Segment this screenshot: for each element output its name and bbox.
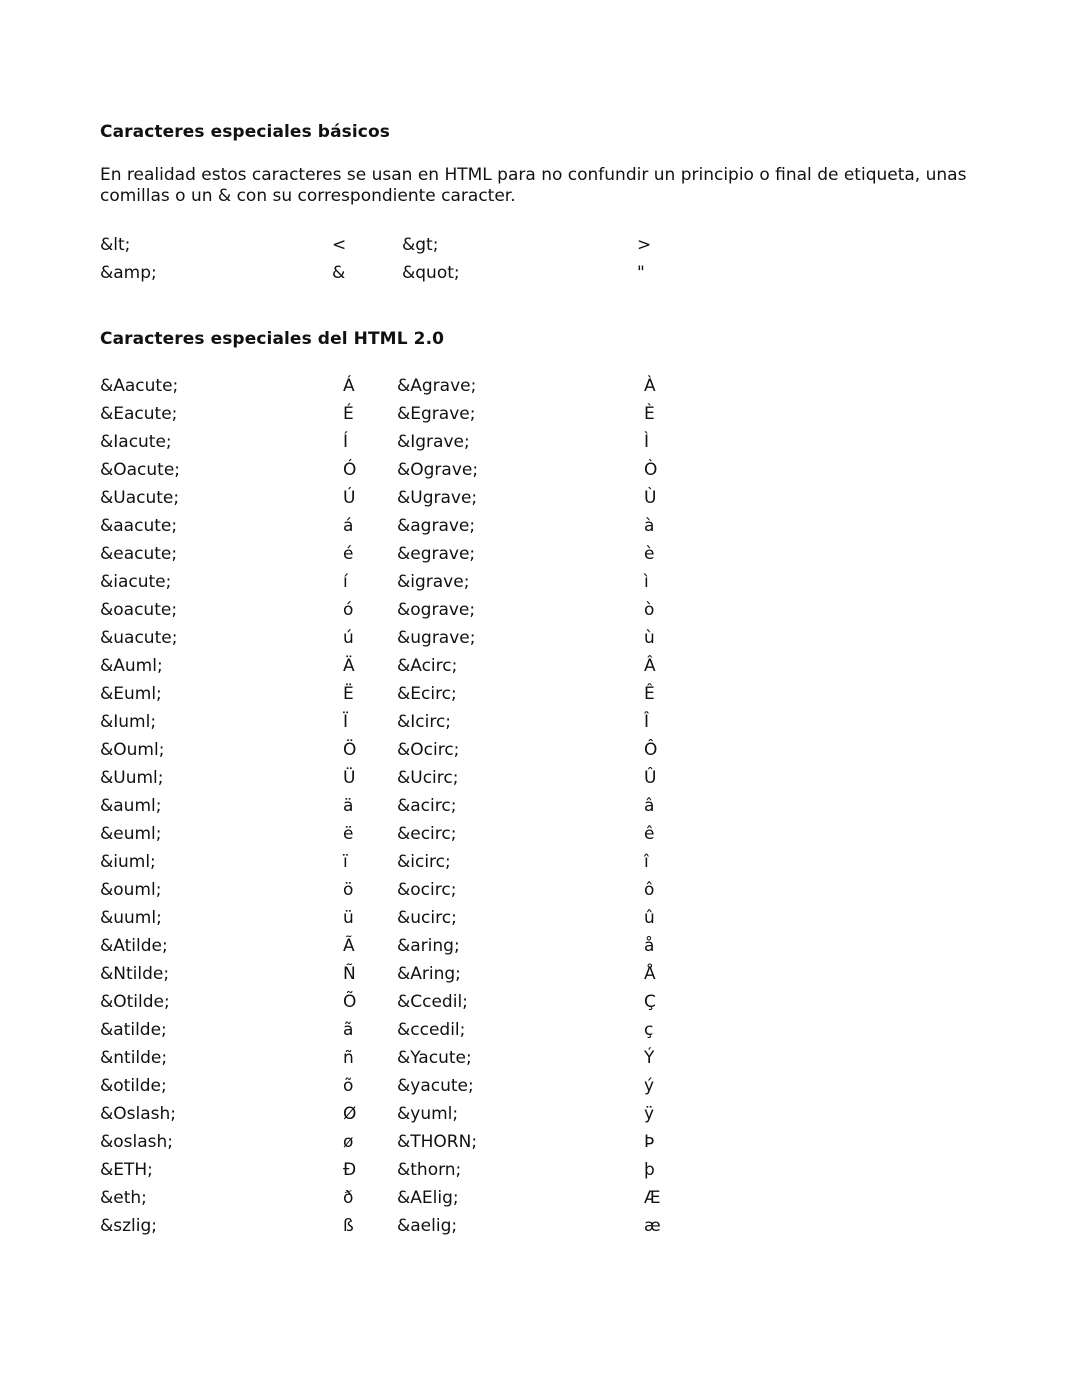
entity-char: î xyxy=(644,852,649,872)
entity-char: é xyxy=(343,544,354,564)
entity-char: þ xyxy=(644,1160,655,1180)
entity-char: Þ xyxy=(644,1132,655,1152)
entity-char: Î xyxy=(644,712,650,732)
entity-char: Æ xyxy=(644,1188,661,1208)
entity-code: &Eacute; xyxy=(100,404,178,424)
entity-char: ñ xyxy=(343,1048,354,1068)
entity-code: &amp; xyxy=(100,263,157,283)
entity-char: Í xyxy=(343,432,349,452)
entity-code: &acirc; xyxy=(397,796,457,816)
entity-char: Ý xyxy=(644,1048,655,1068)
entity-code: &ETH; xyxy=(100,1160,153,1180)
entity-code: &ntilde; xyxy=(100,1048,168,1068)
entity-char: ó xyxy=(343,600,354,620)
entity-char: ø xyxy=(343,1132,354,1152)
entity-char: Ç xyxy=(644,992,656,1012)
entity-char: Ù xyxy=(644,488,657,508)
entity-char: Û xyxy=(644,768,657,788)
entity-char: Õ xyxy=(343,992,357,1012)
entity-code: &aring; xyxy=(397,936,460,956)
entity-code: &Agrave; xyxy=(397,376,477,396)
entity-char: Â xyxy=(644,656,656,676)
entity-code: &icirc; xyxy=(397,852,451,872)
entity-code: &Ccedil; xyxy=(397,992,468,1012)
entity-code: &Yacute; xyxy=(397,1048,472,1068)
entity-code: &Ucirc; xyxy=(397,768,459,788)
entity-code: &Ouml; xyxy=(100,740,165,760)
entity-code: &egrave; xyxy=(397,544,476,564)
entity-char: > xyxy=(637,235,652,255)
entity-code: &Oacute; xyxy=(100,460,181,480)
entity-code: &eth; xyxy=(100,1188,147,1208)
entity-char: â xyxy=(644,796,655,816)
section-title-basic: Caracteres especiales básicos xyxy=(100,122,390,142)
entity-code: &ograve; xyxy=(397,600,476,620)
entity-code: &Egrave; xyxy=(397,404,476,424)
entity-code: &otilde; xyxy=(100,1076,167,1096)
entity-char: ç xyxy=(644,1020,654,1040)
entity-char: Ä xyxy=(343,656,355,676)
entity-char: ö xyxy=(343,880,354,900)
entity-code: &ccedil; xyxy=(397,1020,466,1040)
entity-char: Ò xyxy=(644,460,658,480)
entity-code: &uacute; xyxy=(100,628,178,648)
entity-char: ò xyxy=(644,600,655,620)
entity-code: &Uuml; xyxy=(100,768,164,788)
entity-code: &Oslash; xyxy=(100,1104,176,1124)
entity-code: &aelig; xyxy=(397,1216,458,1236)
entity-code: &ugrave; xyxy=(397,628,476,648)
entity-code: &gt; xyxy=(402,235,439,255)
entity-code: &euml; xyxy=(100,824,162,844)
entity-code: &oslash; xyxy=(100,1132,174,1152)
entity-code: &Euml; xyxy=(100,684,162,704)
entity-char: í xyxy=(343,572,348,592)
entity-char: Ú xyxy=(343,488,356,508)
entity-char: ý xyxy=(644,1076,655,1096)
entity-code: &Igrave; xyxy=(397,432,470,452)
entity-char: ë xyxy=(343,824,354,844)
entity-code: &Ugrave; xyxy=(397,488,478,508)
entity-code: &agrave; xyxy=(397,516,476,536)
entity-code: &yacute; xyxy=(397,1076,474,1096)
entity-code: &Ograve; xyxy=(397,460,479,480)
entity-char: " xyxy=(637,263,645,283)
entity-char: Ì xyxy=(644,432,650,452)
entity-char: û xyxy=(644,908,655,928)
entity-char: ã xyxy=(343,1020,354,1040)
entity-code: &ouml; xyxy=(100,880,162,900)
entity-char: É xyxy=(343,404,354,424)
entity-code: &ecirc; xyxy=(397,824,457,844)
entity-char: & xyxy=(332,263,346,283)
entity-code: &iuml; xyxy=(100,852,156,872)
entity-char: á xyxy=(343,516,354,536)
entity-code: &eacute; xyxy=(100,544,178,564)
entity-char: ä xyxy=(343,796,354,816)
entity-char: Ó xyxy=(343,460,357,480)
entity-char: ô xyxy=(644,880,655,900)
entity-code: &iacute; xyxy=(100,572,172,592)
entity-char: ü xyxy=(343,908,354,928)
entity-char: Å xyxy=(644,964,656,984)
entity-code: &AElig; xyxy=(397,1188,459,1208)
entity-char: Ô xyxy=(644,740,658,760)
entity-char: ð xyxy=(343,1188,354,1208)
entity-char: Ï xyxy=(343,712,349,732)
entity-code: &Ntilde; xyxy=(100,964,170,984)
entity-char: Ð xyxy=(343,1160,357,1180)
entity-code: &Acirc; xyxy=(397,656,458,676)
entity-char: å xyxy=(644,936,655,956)
entity-char: à xyxy=(644,516,655,536)
entity-char: < xyxy=(332,235,347,255)
entity-char: ï xyxy=(343,852,348,872)
entity-code: &Ecirc; xyxy=(397,684,457,704)
entity-code: &atilde; xyxy=(100,1020,167,1040)
entity-code: &Iacute; xyxy=(100,432,172,452)
entity-code: &oacute; xyxy=(100,600,178,620)
entity-char: Ë xyxy=(343,684,354,704)
entity-code: &auml; xyxy=(100,796,162,816)
entity-char: Ê xyxy=(644,684,655,704)
entity-char: Ñ xyxy=(343,964,356,984)
entity-code: &Aring; xyxy=(397,964,461,984)
entity-char: Ø xyxy=(343,1104,357,1124)
entity-code: &Icirc; xyxy=(397,712,452,732)
entity-char: Ü xyxy=(343,768,356,788)
entity-code: &Auml; xyxy=(100,656,163,676)
entity-code: &lt; xyxy=(100,235,131,255)
entity-code: &Aacute; xyxy=(100,376,179,396)
entity-char: ù xyxy=(644,628,655,648)
section-title-html2: Caracteres especiales del HTML 2.0 xyxy=(100,329,445,349)
entity-char: æ xyxy=(644,1216,661,1236)
entity-code: &yuml; xyxy=(397,1104,459,1124)
entity-code: &ocirc; xyxy=(397,880,457,900)
entity-code: &uuml; xyxy=(100,908,162,928)
entity-code: &Uacute; xyxy=(100,488,180,508)
entity-code: &Iuml; xyxy=(100,712,157,732)
entity-char: Ö xyxy=(343,740,357,760)
entity-char: ú xyxy=(343,628,354,648)
entity-char: Á xyxy=(343,376,355,396)
entity-code: &igrave; xyxy=(397,572,470,592)
entity-code: &THORN; xyxy=(397,1132,478,1152)
entity-char: õ xyxy=(343,1076,354,1096)
entity-char: Ã xyxy=(343,936,355,956)
entity-char: ì xyxy=(644,572,649,592)
entity-code: &aacute; xyxy=(100,516,178,536)
entity-code: &Ocirc; xyxy=(397,740,460,760)
entity-char: ê xyxy=(644,824,655,844)
entity-char: È xyxy=(644,404,655,424)
section-description-basic: En realidad estos caracteres se usan en HTML para no confundir un principio o final de etiqueta, unas comillas o un & con su correspondiente caracter. xyxy=(100,165,967,206)
entity-code: &Otilde; xyxy=(100,992,170,1012)
entity-code: &Atilde; xyxy=(100,936,168,956)
entity-code: &ucirc; xyxy=(397,908,457,928)
entity-code: &szlig; xyxy=(100,1216,158,1236)
entity-char: ß xyxy=(343,1216,354,1236)
entity-char: è xyxy=(644,544,655,564)
entity-code: &thorn; xyxy=(397,1160,462,1180)
entity-char: ÿ xyxy=(644,1104,655,1124)
entity-code: &quot; xyxy=(402,263,460,283)
entity-char: À xyxy=(644,376,656,396)
